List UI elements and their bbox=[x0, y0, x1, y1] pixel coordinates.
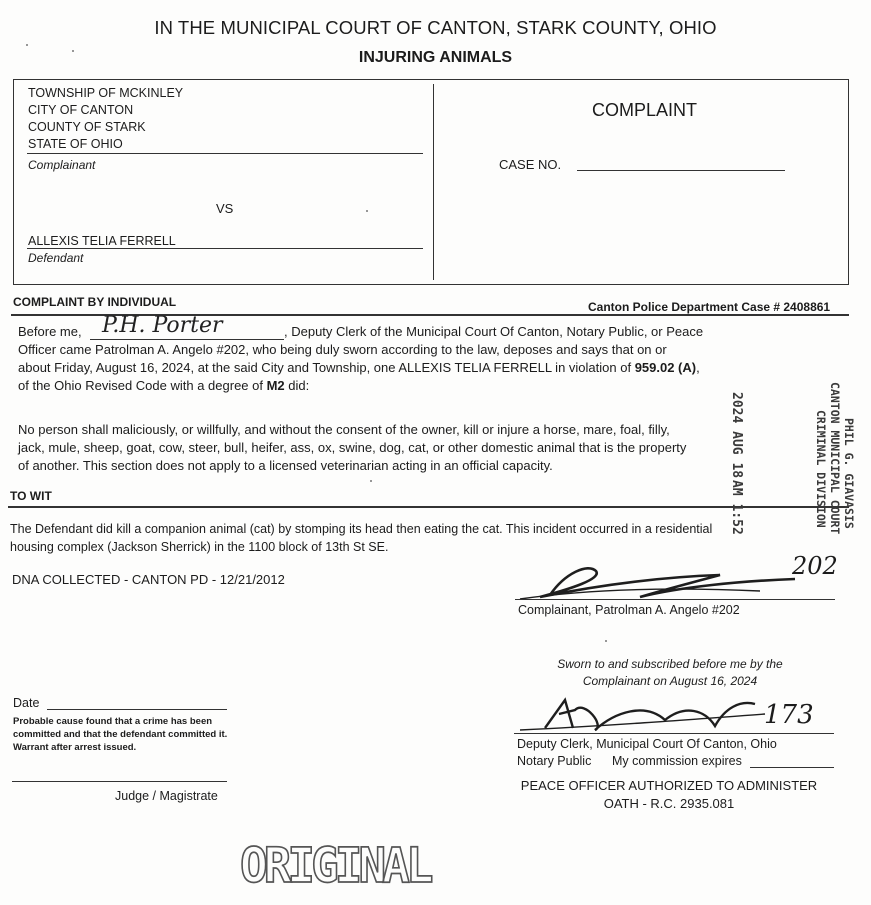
scan-speck bbox=[72, 50, 74, 52]
body-line-3 bbox=[18, 359, 700, 377]
to-wit-line: housing complex (Jackson Sherrick) in the 1100 block of 13th St SE. bbox=[10, 540, 389, 554]
body-line-3-end: , bbox=[696, 360, 700, 375]
to-wit-heading: TO WIT bbox=[10, 489, 52, 503]
offense-degree: M2 bbox=[266, 378, 285, 393]
section-heading: COMPLAINT BY INDIVIDUAL bbox=[13, 295, 177, 309]
document-type: COMPLAINT bbox=[592, 100, 698, 120]
peace-officer-line: OATH - R.C. 2935.081 bbox=[603, 796, 735, 811]
sworn-line: Sworn to and subscribed before me by the bbox=[557, 657, 783, 671]
scan-speck bbox=[366, 210, 368, 212]
statute-line: No person shall maliciously, or willfully, and without the consent of the owner, kill or injure a horse, mare, foal, filly, bbox=[18, 422, 670, 437]
complainant-line: COUNTY OF STARK bbox=[28, 120, 146, 134]
stamp-clerk-name: PHIL G. GIAVASIS bbox=[842, 418, 856, 529]
stamp-time: AM 1:52 bbox=[729, 480, 744, 535]
date-label: Date bbox=[13, 696, 40, 710]
commission-expires-label: My commission expires bbox=[612, 754, 742, 768]
stamp-division: CRIMINAL DIVISION bbox=[814, 410, 828, 528]
commission-expires-line bbox=[750, 767, 834, 768]
charge-subtitle: INJURING ANIMALS bbox=[358, 49, 513, 66]
body-line-4-text: of the Ohio Revised Code with a degree of bbox=[18, 378, 267, 393]
body-line-2: Officer came Patrolman A. Angelo #202, who being duly sworn according to the law, deposes and says that on or bbox=[18, 342, 667, 357]
deputy-clerk-caption: Deputy Clerk, Municipal Court Of Canton, Ohio bbox=[517, 737, 777, 751]
court-title: IN THE MUNICIPAL COURT OF CANTON, STARK COUNTY, OHIO bbox=[154, 17, 717, 38]
deputy-signature-line bbox=[514, 733, 834, 734]
scan-speck bbox=[26, 44, 28, 46]
complainant-line: STATE OF OHIO bbox=[28, 137, 123, 151]
defendant-name: ALLEXIS TELIA FERRELL bbox=[28, 234, 176, 248]
probable-cause-text bbox=[13, 715, 227, 754]
to-wit-text bbox=[10, 520, 712, 556]
versus-label: VS bbox=[216, 201, 234, 216]
peace-officer-block bbox=[505, 777, 833, 813]
statute-code: 959.02 (A) bbox=[634, 360, 697, 375]
original-stamp: ORIGINAL bbox=[240, 836, 430, 894]
probable-cause-line: committed and that the defendant committed it. bbox=[13, 729, 228, 740]
clerk-name-line bbox=[90, 339, 284, 340]
complainant-label: Complainant bbox=[28, 158, 96, 172]
body-line-1: , Deputy Clerk of the Municipal Court Of Canton, Notary Public, or Peace bbox=[284, 324, 704, 339]
complainant-line: CITY OF CANTON bbox=[28, 103, 134, 117]
peace-officer-line: PEACE OFFICER AUTHORIZED TO ADMINISTER bbox=[520, 778, 818, 793]
case-no-label: CASE NO. bbox=[499, 157, 562, 172]
statute-text bbox=[18, 421, 686, 475]
caption-divider bbox=[433, 84, 434, 280]
clerk-handwritten-signature: P.H. Porter bbox=[102, 313, 223, 338]
sworn-statement bbox=[520, 656, 820, 690]
body-line-4 bbox=[18, 377, 309, 395]
date-line bbox=[47, 709, 227, 710]
stamp-date: 2024 AUG 18 bbox=[729, 392, 744, 479]
case-no-line bbox=[577, 170, 785, 171]
complainant-line: TOWNSHIP OF MCKINLEY bbox=[28, 86, 184, 100]
statute-line: jack, mule, sheep, goat, cow, steer, bull, heifer, ass, ox, swine, dog, cat, or other domestic animal that is the property bbox=[18, 440, 687, 455]
clerk-handwritten-number: 173 bbox=[764, 700, 814, 730]
complainant-caption: Complainant, Patrolman A. Angelo #202 bbox=[518, 603, 740, 617]
scan-speck bbox=[605, 640, 607, 642]
to-wit-rule bbox=[8, 506, 849, 508]
dna-collected-note: DNA COLLECTED - CANTON PD - 12/21/2012 bbox=[12, 572, 285, 587]
statute-line: of another. This section does not apply to a licensed veterinarian acting in an official capacity. bbox=[18, 458, 553, 473]
sworn-line: Complainant on August 16, 2024 bbox=[582, 674, 758, 688]
before-me-label: Before me, bbox=[18, 324, 82, 339]
badge-handwritten: 202 bbox=[792, 552, 838, 580]
stamp-court-name: CANTON MUNICIPAL COURT bbox=[828, 382, 842, 535]
defendant-rule bbox=[27, 248, 423, 249]
body-line-3-text: about Friday, August 16, 2024, at the said City and Township, one ALLEXIS TELIA FERRELL in violation of bbox=[18, 360, 635, 375]
complainant-signature-line bbox=[515, 599, 835, 600]
scan-speck bbox=[370, 480, 372, 482]
complainant-block bbox=[28, 85, 183, 153]
defendant-label: Defendant bbox=[28, 251, 84, 265]
judge-signature-line bbox=[12, 781, 227, 782]
notary-public-label: Notary Public bbox=[517, 754, 592, 768]
probable-cause-line: Probable cause found that a crime has been bbox=[13, 716, 213, 727]
probable-cause-line: Warrant after arrest issued. bbox=[13, 742, 137, 753]
complainant-rule bbox=[27, 153, 423, 154]
judge-label: Judge / Magistrate bbox=[115, 789, 218, 803]
to-wit-line: The Defendant did kill a companion animal (cat) by stomping its head then eating the cat. This incident occurred in a residential bbox=[10, 522, 713, 536]
body-line-4-end: did: bbox=[284, 378, 310, 393]
police-case-number: Canton Police Department Case # 2408861 bbox=[588, 300, 831, 314]
